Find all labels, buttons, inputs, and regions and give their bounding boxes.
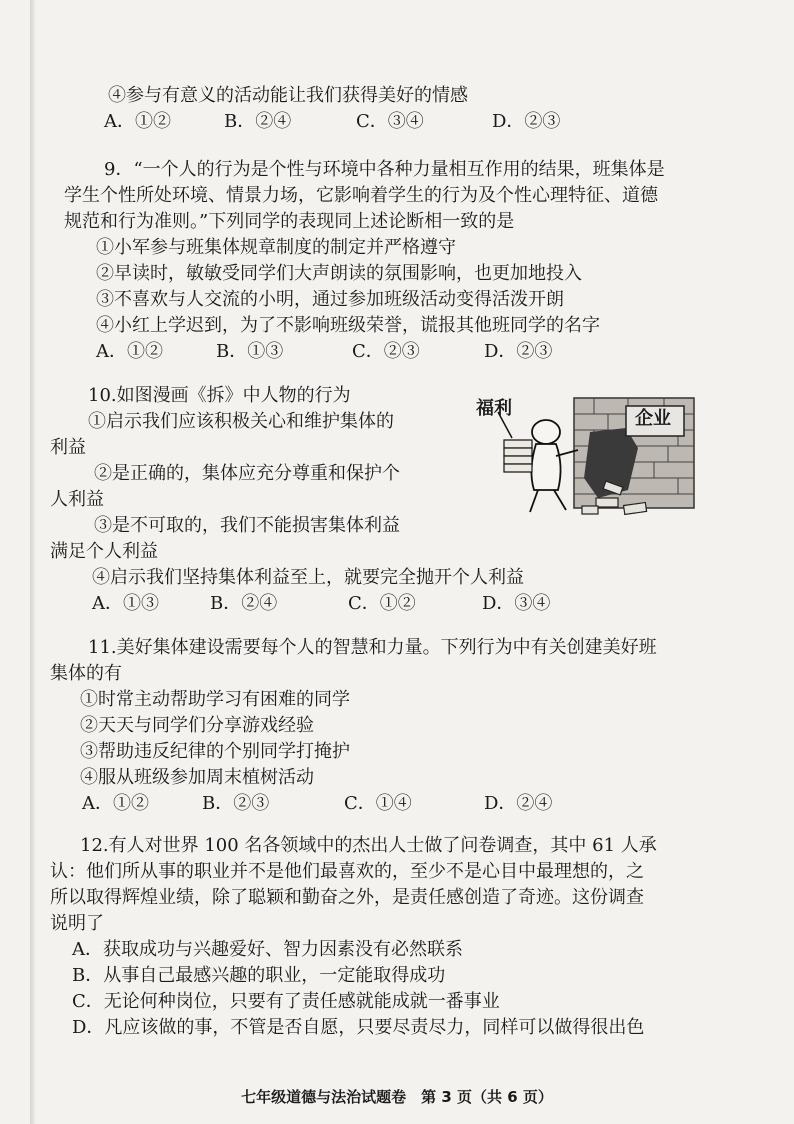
- q11-options: [82, 792, 552, 816]
- q12-option-b: B．从事自己最感兴趣的职业，一定能取得成功: [72, 965, 446, 986]
- q10-option-b: B．②④: [210, 593, 278, 614]
- q11-stem-line2: 集体的有: [50, 663, 122, 684]
- q10-item2-line1: ②是正确的，集体应充分尊重和保护个: [94, 463, 400, 484]
- q9-option-a: A．①②: [96, 341, 163, 362]
- page-shadow: [30, 0, 36, 1124]
- cartoon-chai: [478, 394, 696, 522]
- q8-option-c: C．③④: [356, 111, 424, 132]
- cartoon-label-company: 企业: [635, 408, 671, 429]
- q9-option-b: B．①③: [216, 341, 284, 362]
- q10-item1-line2: 利益: [50, 437, 86, 458]
- page-footer: 七年级道德与法治试题卷 第 3 页（共 6 页）: [241, 1088, 553, 1106]
- q10-item1-line1: ①启示我们应该积极关心和维护集体的: [88, 411, 394, 432]
- q8-option-d: D．②③: [492, 111, 561, 132]
- q8-options: [104, 110, 560, 134]
- q10-item3-line1: ③是不可取的，我们不能损害集体利益: [94, 515, 400, 536]
- q9-item1: ①小军参与班集体规章制度的制定并严格遵守: [96, 237, 456, 258]
- cartoon-label-welfare: 福利: [476, 398, 512, 419]
- q9-options: [96, 340, 552, 364]
- q9-stem-line1: 9．“一个人的行为是个性与环境中各种力量相互作用的结果，班集体是: [104, 159, 665, 180]
- q11-item4: ④服从班级参加周末植树活动: [80, 767, 314, 788]
- q11-stem-line1: 11.美好集体建设需要每个人的智慧和力量。下列行为中有关创建美好班: [88, 637, 657, 658]
- q10-item3-line2: 满足个人利益: [50, 541, 158, 562]
- q8-option-b: B．②④: [224, 111, 292, 132]
- q10-option-d: D．③④: [482, 593, 551, 614]
- q12-stem-line1: 12.有人对世界 100 名各领域中的杰出人士做了问卷调查，其中 61 人承: [80, 835, 657, 856]
- q11-option-d: D．②④: [484, 793, 553, 814]
- q9-stem-line3: 规范和行为准则。”下列同学的表现同上述论断相一致的是: [64, 211, 515, 232]
- q10-option-a: A．①③: [92, 593, 159, 614]
- q10-option-c: C．①②: [348, 593, 416, 614]
- q11-item3: ③帮助违反纪律的个别同学打掩护: [80, 741, 350, 762]
- q9-item2: ②早读时，敏敏受同学们大声朗读的氛围影响，也更加地投入: [96, 263, 582, 284]
- q10-item4: ④启示我们坚持集体利益至上，就要完全抛开个人利益: [92, 567, 524, 588]
- q11-option-c: C．①④: [344, 793, 412, 814]
- q9-option-c: C．②③: [352, 341, 420, 362]
- q10-stem: 10.如图漫画《拆》中人物的行为: [88, 385, 351, 406]
- q12-stem-line4: 说明了: [50, 913, 104, 934]
- q11-option-a: A．①②: [82, 793, 149, 814]
- q8-item4: ④参与有意义的活动能让我们获得美好的情感: [108, 85, 468, 106]
- q11-item2: ②天天与同学们分享游戏经验: [80, 715, 314, 736]
- q12-option-a: A．获取成功与兴趣爱好、智力因素没有必然联系: [72, 939, 463, 960]
- q9-item3: ③不喜欢与人交流的小明，通过参加班级活动变得活泼开朗: [96, 289, 564, 310]
- q12-option-d: D．凡应该做的事，不管是否自愿，只要尽责尽力，同样可以做得很出色: [72, 1017, 645, 1038]
- q9-option-d: D．②③: [484, 341, 553, 362]
- q12-option-c: C．无论何种岗位，只要有了责任感就能成就一番事业: [72, 991, 500, 1012]
- q11-item1: ①时常主动帮助学习有困难的同学: [80, 689, 350, 710]
- q12-stem-line3: 所以取得辉煌业绩，除了聪颖和勤奋之外，是责任感创造了奇迹。这份调查: [50, 887, 644, 908]
- q10-item2-line2: 人利益: [50, 489, 104, 510]
- q12-stem-line2: 认：他们所从事的职业并不是他们最喜欢的，至少不是心目中最理想的，之: [50, 861, 644, 882]
- q8-option-a: A．①②: [104, 111, 171, 132]
- q9-item4: ④小红上学迟到，为了不影响班级荣誉，谎报其他班同学的名字: [96, 315, 600, 336]
- q11-option-b: B．②③: [202, 793, 270, 814]
- q10-options: [92, 592, 550, 616]
- q9-stem-line2: 学生个性所处环境、情景力场，它影响着学生的行为及个性心理特征、道德: [64, 185, 658, 206]
